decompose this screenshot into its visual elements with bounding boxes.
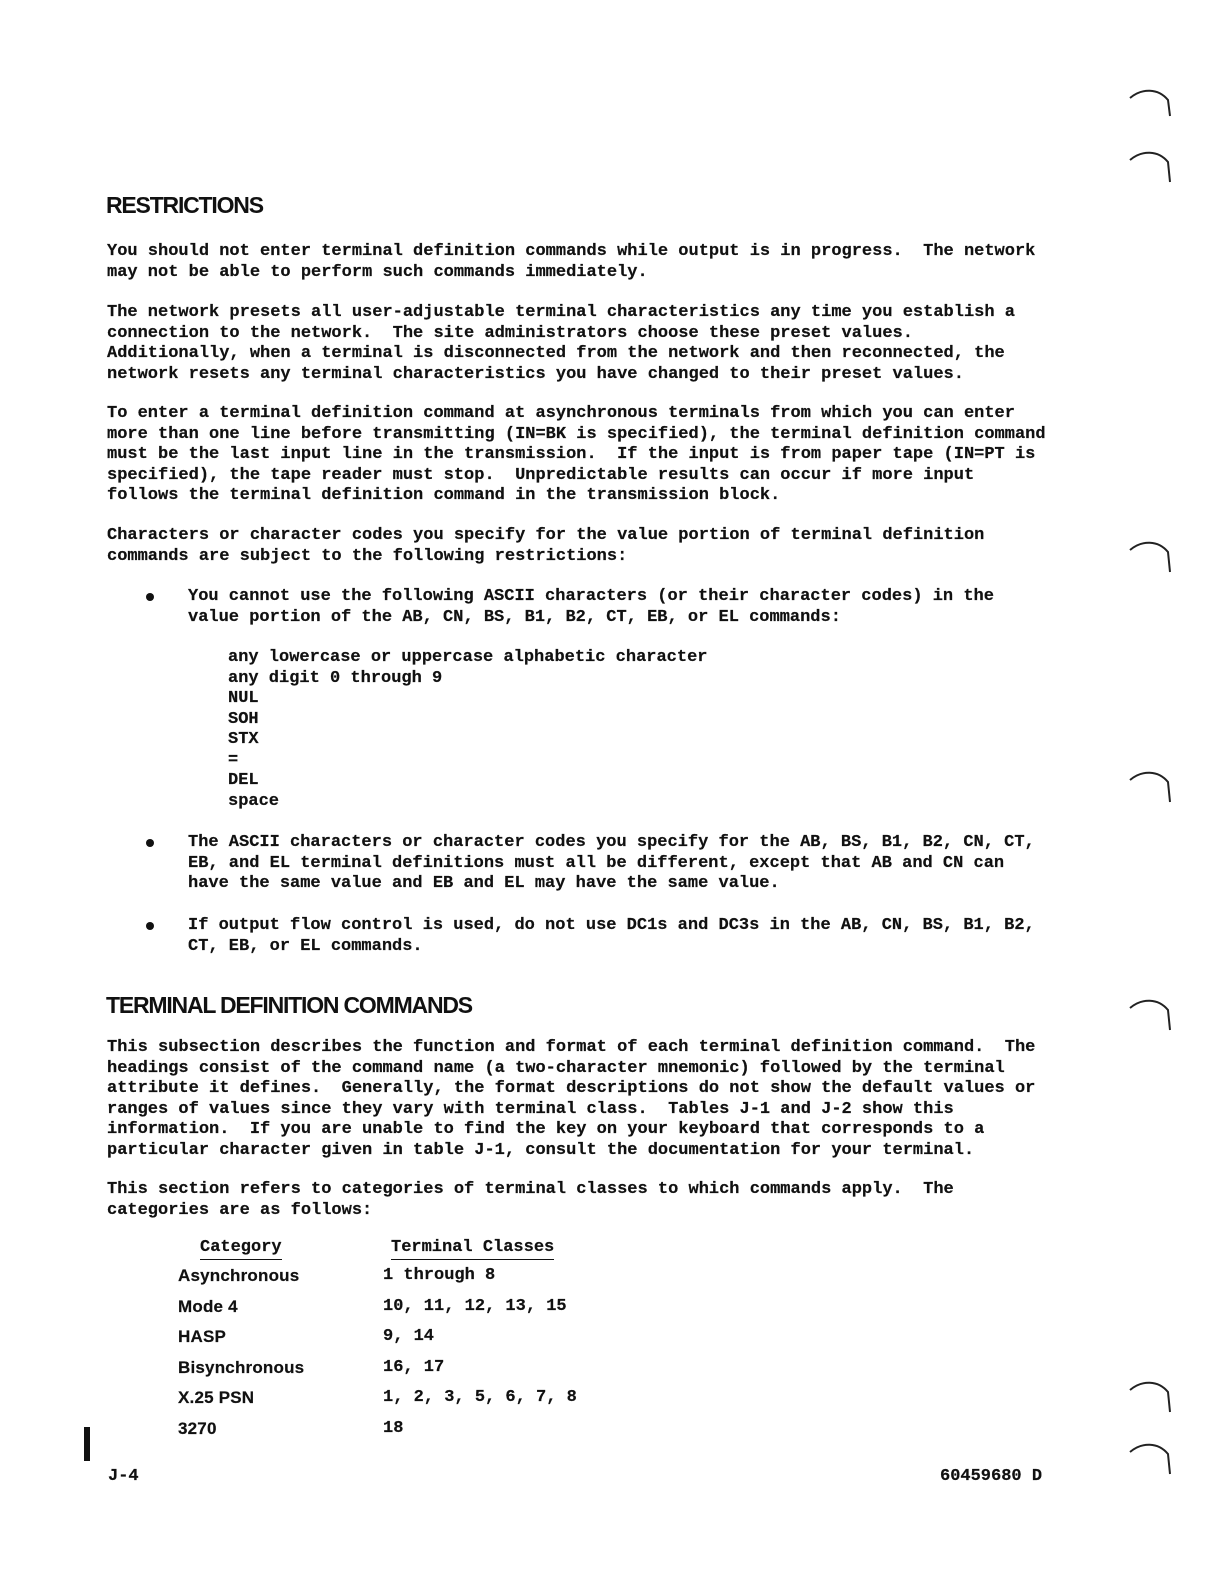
table-row — [178, 1327, 577, 1358]
table-cell-category: HASP — [178, 1327, 227, 1346]
table-header-classes: Terminal Classes — [383, 1238, 577, 1266]
commands-paragraph: This subsection describes the function and format of each terminal definition command. The headings consist of the command name (a two-character mnemonic) followed by the terminal attribute it defines. Generally, the format descriptions do not show the default values or ranges of values since they vary with terminal class. Tables J-1 and J-2 show this information. If you are unable to find the key on your keyboard that corresponds to a particular character given in table J-1, consult the documentation for your terminal. — [107, 1038, 1036, 1160]
table-cell-classes: 10, 11, 12, 13, 15 — [383, 1296, 567, 1316]
binding-mark — [1128, 1440, 1174, 1480]
page-number: J-4 — [108, 1467, 139, 1486]
commands-paragraph: This section refers to categories of terminal classes to which commands apply. The categories are as follows: — [107, 1180, 954, 1220]
list-item: space — [228, 791, 280, 811]
restriction-bullet-text: The ASCII characters or character codes you specify for the AB, BS, B1, B2, CN, CT, EB, and EL terminal definitions must all be different, except that AB and CN can have the same value and EB and EL may have the same value. — [188, 833, 1035, 893]
restrictions-paragraph: You should not enter terminal definition commands while output is in progress. The network may not be able to perform such commands immediately. — [107, 242, 1036, 282]
table-cell-classes: 18 — [383, 1418, 404, 1438]
restrictions-paragraph: Characters or character codes you specify for the value portion of terminal definition commands are subject to the following restrictions: — [107, 526, 985, 566]
restriction-bullet-text: You cannot use the following ASCII characters (or their character codes) in the value portion of the AB, CN, BS, B1, B2, CT, EB, or EL commands: — [188, 587, 994, 627]
restrictions-paragraph: The network presets all user-adjustable terminal characteristics any time you establish a connection to the network. The site administrators choose these preset values. Additionally, when a terminal is disconnected from the network and then reconnected, the network resets any terminal characteristics you have changed to their preset values. — [107, 303, 1015, 384]
excluded-characters-list — [228, 648, 707, 812]
terminal-class-table — [178, 1238, 577, 1449]
binding-mark — [1128, 86, 1174, 126]
table-cell-classes: 9, 14 — [383, 1327, 435, 1346]
table-row — [178, 1297, 577, 1328]
table-cell-classes: 16, 17 — [383, 1357, 445, 1377]
table-row — [178, 1266, 577, 1297]
list-item: DEL — [228, 771, 259, 790]
bullet-icon — [146, 839, 156, 849]
restrictions-heading: RESTRICTIONS — [106, 192, 263, 218]
table-cell-classes: 1, 2, 3, 5, 6, 7, 8 — [383, 1388, 577, 1407]
table-cell-category: Mode 4 — [178, 1296, 238, 1316]
binding-mark — [1128, 996, 1174, 1036]
restrictions-paragraph: To enter a terminal definition command at asynchronous terminals from which you can enter more than one line before transmitting (IN=BK is specified), the terminal definition command must be the last input line in the transmission. If the input is from paper tape (IN=PT is specified), the tape reader must stop. Unpredictable results can occur if more input follows the terminal definition command in the transmission block. — [107, 404, 1046, 505]
commands-heading: TERMINAL DEFINITION COMMANDS — [106, 992, 472, 1018]
bullet-icon — [146, 922, 156, 932]
list-item: any lowercase or uppercase alphabetic character — [228, 648, 708, 667]
list-item: = — [228, 750, 239, 770]
bullet-icon — [146, 593, 156, 603]
table-cell-category: X.25 PSN — [178, 1388, 255, 1407]
table-row — [178, 1358, 577, 1389]
list-item: NUL — [228, 689, 259, 708]
table-cell-category: Asynchronous — [178, 1266, 300, 1285]
restriction-bullet-text: If output flow control is used, do not use DC1s and DC3s in the AB, CN, BS, B1, B2, CT, EB, or EL commands. — [188, 916, 1035, 956]
binding-mark — [1128, 538, 1174, 578]
table-header-row — [178, 1238, 577, 1266]
list-item: any digit 0 through 9 — [228, 668, 443, 688]
list-item: SOH — [228, 709, 259, 729]
binding-mark — [1128, 148, 1174, 188]
list-item: STX — [228, 730, 259, 749]
table-row — [178, 1388, 577, 1419]
binding-mark — [1128, 768, 1174, 808]
table-cell-category: 3270 — [178, 1418, 217, 1438]
binding-mark — [1128, 1378, 1174, 1418]
table-cell-classes: 1 through 8 — [383, 1266, 496, 1285]
table-row — [178, 1419, 577, 1450]
table-header-category: Category — [178, 1238, 383, 1266]
change-bar — [84, 1427, 90, 1461]
table-cell-category: Bisynchronous — [178, 1357, 305, 1377]
document-number: 60459680 D — [940, 1467, 1043, 1486]
